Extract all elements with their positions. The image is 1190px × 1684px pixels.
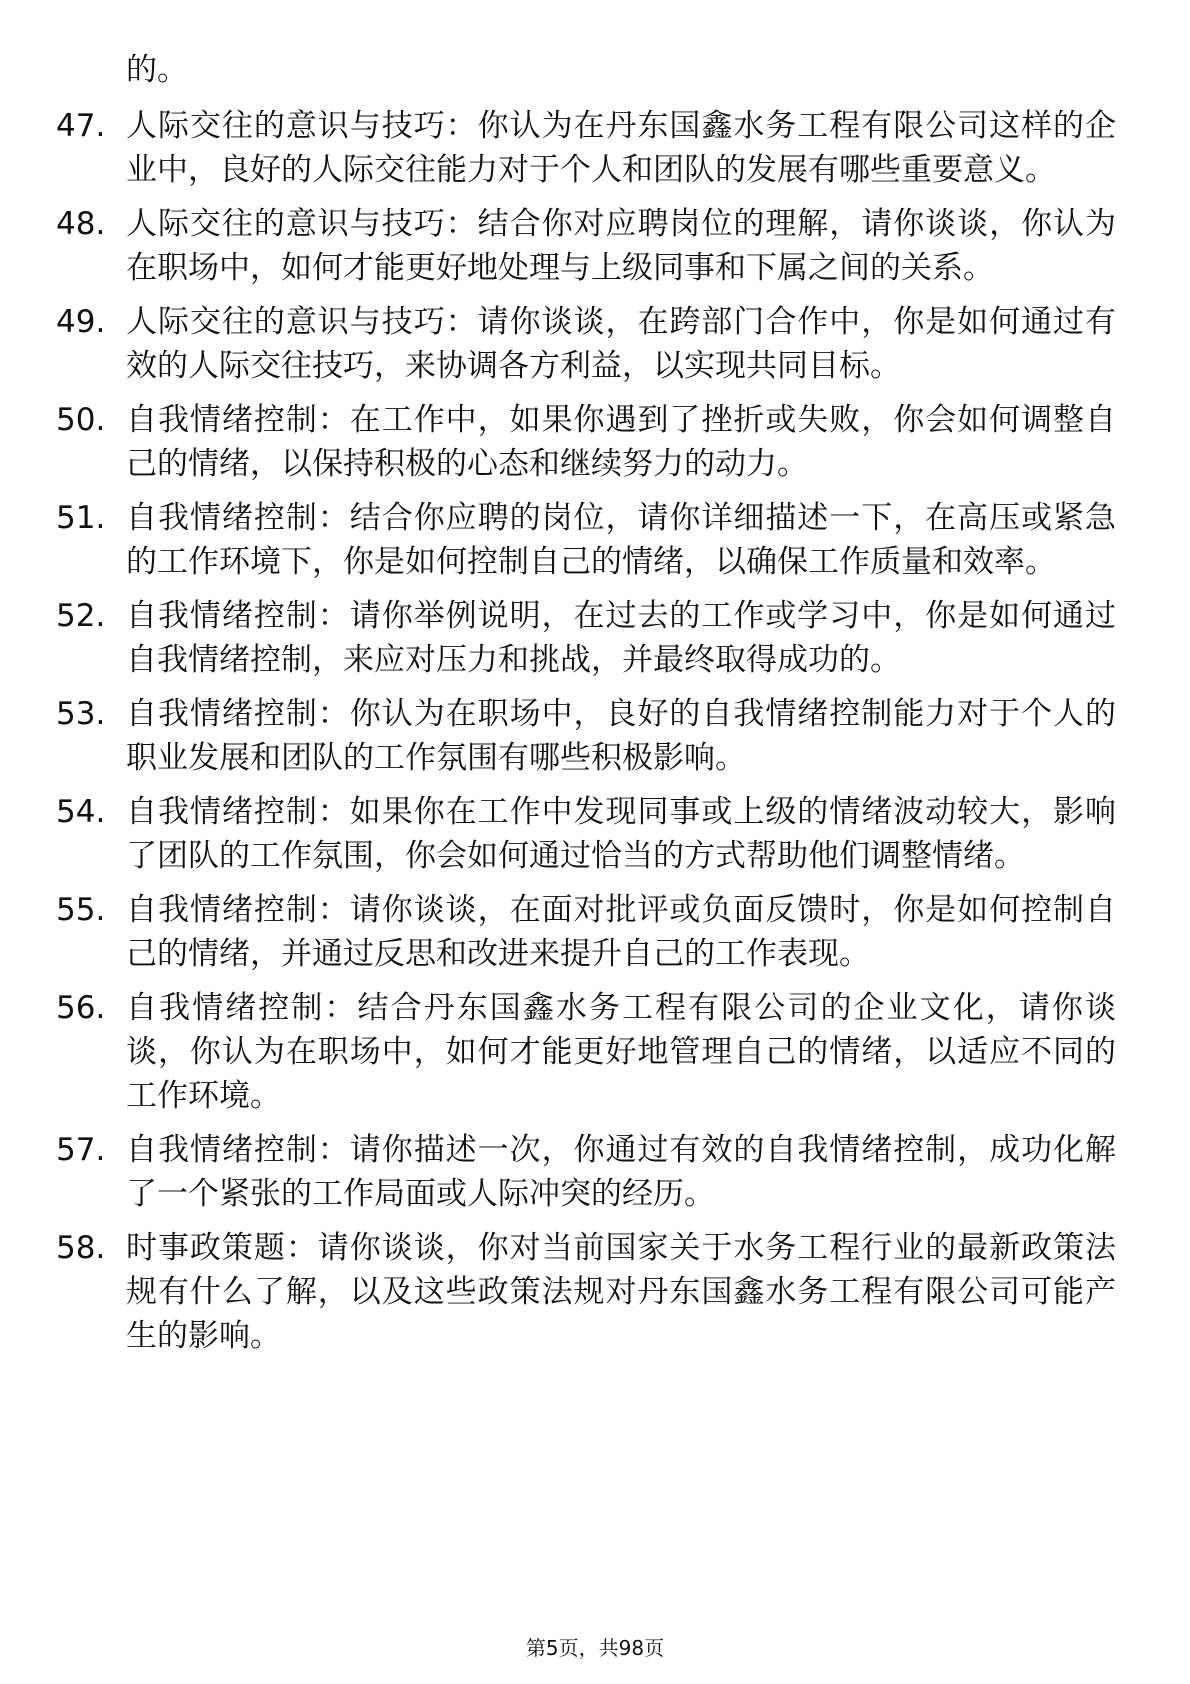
question-text: 自我情绪控制：请你谈谈，在面对批评或负面反馈时，你是如何控制自己的情绪，并通过反思和改进来提升自己的工作表现。	[126, 892, 1116, 972]
question-text: 时事政策题：请你谈谈，你对当前国家关于水务工程行业的最新政策法规有什么了解，以及这些政策法规对丹东国鑫水务工程有限公司可能产生的影响。	[126, 1230, 1116, 1354]
question-text: 人际交往的意识与技巧：你认为在丹东国鑫水务工程有限公司这样的企业中，良好的人际交往能力对于个人和团队的发展有哪些重要意义。	[126, 108, 1116, 188]
question-number: 55.	[56, 892, 106, 928]
question-item	[56, 1128, 1116, 1216]
question-item	[56, 692, 1116, 780]
question-number: 49.	[56, 304, 106, 340]
question-item	[56, 398, 1116, 486]
question-text: 自我情绪控制：结合丹东国鑫水务工程有限公司的企业文化，请你谈谈，你认为在职场中，如何才能更好地管理自己的情绪，以适应不同的工作环境。	[126, 990, 1116, 1114]
question-number: 52.	[56, 598, 106, 634]
question-number: 57.	[56, 1132, 106, 1168]
question-number: 56.	[56, 990, 106, 1026]
question-text: 自我情绪控制：你认为在职场中，良好的自我情绪控制能力对于个人的职业发展和团队的工作氛围有哪些积极影响。	[126, 696, 1116, 776]
question-number: 50.	[56, 402, 106, 438]
question-item	[56, 104, 1116, 192]
question-text: 自我情绪控制：请你描述一次，你通过有效的自我情绪控制，成功化解了一个紧张的工作局面或人际冲突的经历。	[126, 1132, 1116, 1212]
question-number: 58.	[56, 1230, 106, 1266]
question-text: 自我情绪控制：在工作中，如果你遇到了挫折或失败，你会如何调整自己的情绪，以保持积极的心态和继续努力的动力。	[126, 402, 1116, 482]
question-list	[56, 104, 1116, 1368]
question-number: 53.	[56, 696, 106, 732]
question-number: 47.	[56, 108, 106, 144]
question-item	[56, 202, 1116, 290]
question-number: 54.	[56, 794, 106, 830]
question-text: 人际交往的意识与技巧：请你谈谈，在跨部门合作中，你是如何通过有效的人际交往技巧，来协调各方利益，以实现共同目标。	[126, 304, 1116, 384]
question-text: 自我情绪控制：如果你在工作中发现同事或上级的情绪波动较大，影响了团队的工作氛围，你会如何通过恰当的方式帮助他们调整情绪。	[126, 794, 1116, 874]
question-number: 48.	[56, 206, 106, 242]
continuation-text: 的。	[126, 52, 188, 88]
question-item	[56, 790, 1116, 878]
question-text: 自我情绪控制：结合你应聘的岗位，请你详细描述一下，在高压或紧急的工作环境下，你是如何控制自己的情绪，以确保工作质量和效率。	[126, 500, 1116, 580]
question-text: 人际交往的意识与技巧：结合你对应聘岗位的理解，请你谈谈，你认为在职场中，如何才能更好地处理与上级同事和下属之间的关系。	[126, 206, 1116, 286]
question-item	[56, 1226, 1116, 1358]
question-number: 51.	[56, 500, 106, 536]
question-text: 自我情绪控制：请你举例说明，在过去的工作或学习中，你是如何通过自我情绪控制，来应对压力和挑战，并最终取得成功的。	[126, 598, 1116, 678]
question-item	[56, 986, 1116, 1118]
question-item	[56, 496, 1116, 584]
question-item	[56, 300, 1116, 388]
question-item	[56, 888, 1116, 976]
page-footer: 第5页，共98页	[525, 1636, 665, 1660]
question-item	[56, 594, 1116, 682]
